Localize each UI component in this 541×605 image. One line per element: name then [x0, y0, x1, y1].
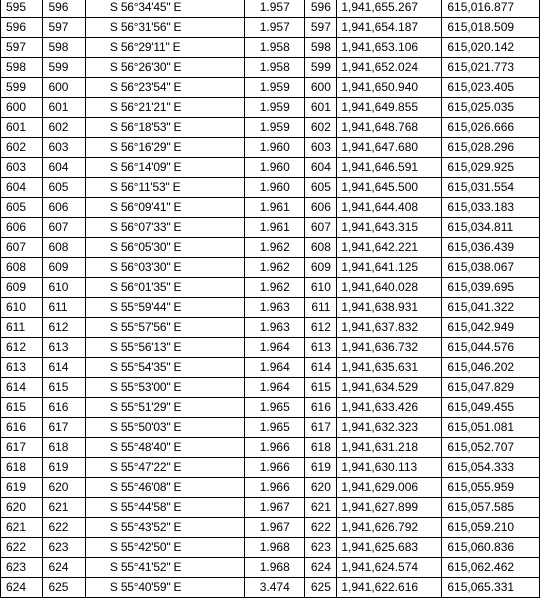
- easting-cell: 615,044.576: [442, 338, 540, 358]
- distance-cell: 1.959: [245, 78, 305, 98]
- distance-cell: 1.965: [245, 418, 305, 438]
- from-station-cell: 597: [1, 38, 43, 58]
- easting-cell: 615,018.509: [442, 18, 540, 38]
- from-station-cell: 604: [1, 178, 43, 198]
- distance-cell: 1.964: [245, 378, 305, 398]
- bearing-cell: S 55°53'00" E: [85, 378, 244, 398]
- easting-cell: 615,054.333: [442, 458, 540, 478]
- distance-cell: 1.958: [245, 38, 305, 58]
- bearing-cell: S 55°42'50" E: [85, 538, 244, 558]
- from-station-cell: 621: [1, 518, 43, 538]
- point-cell: 624: [305, 558, 337, 578]
- bearing-cell: S 56°16'29" E: [85, 138, 244, 158]
- table-row: [1, 538, 540, 558]
- point-cell: 609: [305, 258, 337, 278]
- table-row: [1, 238, 540, 258]
- point-cell: 613: [305, 338, 337, 358]
- to-station-cell: 611: [43, 298, 85, 318]
- to-station-cell: 604: [43, 158, 85, 178]
- northing-cell: 1,941,641.125: [337, 258, 442, 278]
- point-cell: 608: [305, 238, 337, 258]
- table-row: [1, 278, 540, 298]
- table-row: [1, 578, 540, 598]
- distance-cell: 3.474: [245, 578, 305, 598]
- from-station-cell: 603: [1, 158, 43, 178]
- northing-cell: 1,941,649.855: [337, 98, 442, 118]
- bearing-cell: S 56°26'30" E: [85, 58, 244, 78]
- to-station-cell: 605: [43, 178, 85, 198]
- table-row: [1, 218, 540, 238]
- point-cell: 606: [305, 198, 337, 218]
- to-station-cell: 598: [43, 38, 85, 58]
- easting-cell: 615,029.925: [442, 158, 540, 178]
- northing-cell: 1,941,648.768: [337, 118, 442, 138]
- from-station-cell: 614: [1, 378, 43, 398]
- to-station-cell: 612: [43, 318, 85, 338]
- from-station-cell: 598: [1, 58, 43, 78]
- northing-cell: 1,941,638.931: [337, 298, 442, 318]
- to-station-cell: 608: [43, 238, 85, 258]
- bearing-cell: S 55°59'44" E: [85, 298, 244, 318]
- traverse-table-body: [1, 0, 540, 598]
- easting-cell: 615,036.439: [442, 238, 540, 258]
- from-station-cell: 618: [1, 458, 43, 478]
- northing-cell: 1,941,630.113: [337, 458, 442, 478]
- from-station-cell: 608: [1, 258, 43, 278]
- distance-cell: 1.957: [245, 0, 305, 18]
- distance-cell: 1.960: [245, 138, 305, 158]
- northing-cell: 1,941,643.315: [337, 218, 442, 238]
- distance-cell: 1.967: [245, 498, 305, 518]
- easting-cell: 615,033.183: [442, 198, 540, 218]
- point-cell: 617: [305, 418, 337, 438]
- point-cell: 610: [305, 278, 337, 298]
- table-row: [1, 338, 540, 358]
- easting-cell: 615,028.296: [442, 138, 540, 158]
- to-station-cell: 614: [43, 358, 85, 378]
- northing-cell: 1,941,627.899: [337, 498, 442, 518]
- table-row: [1, 558, 540, 578]
- northing-cell: 1,941,625.683: [337, 538, 442, 558]
- point-cell: 603: [305, 138, 337, 158]
- northing-cell: 1,941,645.500: [337, 178, 442, 198]
- northing-cell: 1,941,632.323: [337, 418, 442, 438]
- from-station-cell: 607: [1, 238, 43, 258]
- to-station-cell: 621: [43, 498, 85, 518]
- northing-cell: 1,941,646.591: [337, 158, 442, 178]
- bearing-cell: S 56°29'11" E: [85, 38, 244, 58]
- to-station-cell: 602: [43, 118, 85, 138]
- bearing-cell: S 55°46'08" E: [85, 478, 244, 498]
- easting-cell: 615,016.877: [442, 0, 540, 18]
- bearing-cell: S 56°18'53" E: [85, 118, 244, 138]
- point-cell: 598: [305, 38, 337, 58]
- easting-cell: 615,041.322: [442, 298, 540, 318]
- from-station-cell: 613: [1, 358, 43, 378]
- point-cell: 604: [305, 158, 337, 178]
- to-station-cell: 599: [43, 58, 85, 78]
- bearing-cell: S 56°01'35" E: [85, 278, 244, 298]
- northing-cell: 1,941,654.187: [337, 18, 442, 38]
- from-station-cell: 601: [1, 118, 43, 138]
- point-cell: 619: [305, 458, 337, 478]
- table-row: [1, 478, 540, 498]
- point-cell: 602: [305, 118, 337, 138]
- bearing-cell: S 55°51'29" E: [85, 398, 244, 418]
- table-row: [1, 318, 540, 338]
- table-row: [1, 418, 540, 438]
- to-station-cell: 619: [43, 458, 85, 478]
- distance-cell: 1.966: [245, 478, 305, 498]
- from-station-cell: 612: [1, 338, 43, 358]
- to-station-cell: 624: [43, 558, 85, 578]
- from-station-cell: 600: [1, 98, 43, 118]
- from-station-cell: 615: [1, 398, 43, 418]
- northing-cell: 1,941,644.408: [337, 198, 442, 218]
- bearing-cell: S 55°47'22" E: [85, 458, 244, 478]
- northing-cell: 1,941,640.028: [337, 278, 442, 298]
- easting-cell: 615,057.585: [442, 498, 540, 518]
- distance-cell: 1.959: [245, 118, 305, 138]
- distance-cell: 1.962: [245, 238, 305, 258]
- table-row: [1, 138, 540, 158]
- northing-cell: 1,941,634.529: [337, 378, 442, 398]
- table-row: [1, 0, 540, 18]
- northing-cell: 1,941,653.106: [337, 38, 442, 58]
- table-row: [1, 118, 540, 138]
- from-station-cell: 595: [1, 0, 43, 18]
- easting-cell: 615,026.666: [442, 118, 540, 138]
- to-station-cell: 623: [43, 538, 85, 558]
- distance-cell: 1.960: [245, 178, 305, 198]
- point-cell: 625: [305, 578, 337, 598]
- point-cell: 601: [305, 98, 337, 118]
- easting-cell: 615,034.811: [442, 218, 540, 238]
- northing-cell: 1,941,655.267: [337, 0, 442, 18]
- easting-cell: 615,052.707: [442, 438, 540, 458]
- to-station-cell: 613: [43, 338, 85, 358]
- distance-cell: 1.968: [245, 558, 305, 578]
- to-station-cell: 616: [43, 398, 85, 418]
- table-row: [1, 178, 540, 198]
- northing-cell: 1,941,647.680: [337, 138, 442, 158]
- easting-cell: 615,047.829: [442, 378, 540, 398]
- bearing-cell: S 56°11'53" E: [85, 178, 244, 198]
- distance-cell: 1.962: [245, 258, 305, 278]
- point-cell: 623: [305, 538, 337, 558]
- to-station-cell: 622: [43, 518, 85, 538]
- to-station-cell: 615: [43, 378, 85, 398]
- bearing-cell: S 55°48'40" E: [85, 438, 244, 458]
- northing-cell: 1,941,631.218: [337, 438, 442, 458]
- distance-cell: 1.968: [245, 538, 305, 558]
- northing-cell: 1,941,629.006: [337, 478, 442, 498]
- distance-cell: 1.962: [245, 278, 305, 298]
- easting-cell: 615,023.405: [442, 78, 540, 98]
- table-row: [1, 378, 540, 398]
- table-row: [1, 498, 540, 518]
- distance-cell: 1.966: [245, 438, 305, 458]
- easting-cell: 615,046.202: [442, 358, 540, 378]
- table-row: [1, 38, 540, 58]
- bearing-cell: S 56°05'30" E: [85, 238, 244, 258]
- point-cell: 616: [305, 398, 337, 418]
- table-row: [1, 18, 540, 38]
- from-station-cell: 616: [1, 418, 43, 438]
- bearing-cell: S 56°31'56" E: [85, 18, 244, 38]
- table-row: [1, 298, 540, 318]
- to-station-cell: 597: [43, 18, 85, 38]
- northing-cell: 1,941,633.426: [337, 398, 442, 418]
- bearing-cell: S 55°43'52" E: [85, 518, 244, 538]
- easting-cell: 615,031.554: [442, 178, 540, 198]
- to-station-cell: 625: [43, 578, 85, 598]
- distance-cell: 1.963: [245, 298, 305, 318]
- easting-cell: 615,051.081: [442, 418, 540, 438]
- distance-cell: 1.958: [245, 58, 305, 78]
- point-cell: 600: [305, 78, 337, 98]
- from-station-cell: 609: [1, 278, 43, 298]
- distance-cell: 1.966: [245, 458, 305, 478]
- point-cell: 618: [305, 438, 337, 458]
- easting-cell: 615,049.455: [442, 398, 540, 418]
- from-station-cell: 599: [1, 78, 43, 98]
- easting-cell: 615,060.836: [442, 538, 540, 558]
- table-row: [1, 58, 540, 78]
- to-station-cell: 606: [43, 198, 85, 218]
- distance-cell: 1.967: [245, 518, 305, 538]
- easting-cell: 615,020.142: [442, 38, 540, 58]
- distance-cell: 1.961: [245, 218, 305, 238]
- bearing-cell: S 55°56'13" E: [85, 338, 244, 358]
- to-station-cell: 618: [43, 438, 85, 458]
- table-row: [1, 458, 540, 478]
- point-cell: 614: [305, 358, 337, 378]
- bearing-cell: S 56°23'54" E: [85, 78, 244, 98]
- from-station-cell: 602: [1, 138, 43, 158]
- table-row: [1, 358, 540, 378]
- bearing-cell: S 55°40'59" E: [85, 578, 244, 598]
- bearing-cell: S 55°41'52" E: [85, 558, 244, 578]
- from-station-cell: 611: [1, 318, 43, 338]
- from-station-cell: 596: [1, 18, 43, 38]
- table-row: [1, 438, 540, 458]
- easting-cell: 615,038.067: [442, 258, 540, 278]
- distance-cell: 1.960: [245, 158, 305, 178]
- from-station-cell: 610: [1, 298, 43, 318]
- bearing-cell: S 56°09'41" E: [85, 198, 244, 218]
- distance-cell: 1.961: [245, 198, 305, 218]
- point-cell: 615: [305, 378, 337, 398]
- bearing-cell: S 55°54'35" E: [85, 358, 244, 378]
- distance-cell: 1.965: [245, 398, 305, 418]
- to-station-cell: 596: [43, 0, 85, 18]
- bearing-cell: S 56°03'30" E: [85, 258, 244, 278]
- point-cell: 622: [305, 518, 337, 538]
- to-station-cell: 601: [43, 98, 85, 118]
- easting-cell: 615,039.695: [442, 278, 540, 298]
- point-cell: 620: [305, 478, 337, 498]
- point-cell: 612: [305, 318, 337, 338]
- bearing-cell: S 55°50'03" E: [85, 418, 244, 438]
- from-station-cell: 622: [1, 538, 43, 558]
- from-station-cell: 619: [1, 478, 43, 498]
- from-station-cell: 623: [1, 558, 43, 578]
- bearing-cell: S 56°14'09" E: [85, 158, 244, 178]
- table-row: [1, 258, 540, 278]
- northing-cell: 1,941,635.631: [337, 358, 442, 378]
- bearing-cell: S 56°21'21" E: [85, 98, 244, 118]
- from-station-cell: 617: [1, 438, 43, 458]
- easting-cell: 615,025.035: [442, 98, 540, 118]
- northing-cell: 1,941,652.024: [337, 58, 442, 78]
- distance-cell: 1.964: [245, 338, 305, 358]
- from-station-cell: 620: [1, 498, 43, 518]
- table-row: [1, 198, 540, 218]
- distance-cell: 1.959: [245, 98, 305, 118]
- to-station-cell: 607: [43, 218, 85, 238]
- northing-cell: 1,941,622.616: [337, 578, 442, 598]
- northing-cell: 1,941,650.940: [337, 78, 442, 98]
- bearing-cell: S 56°34'45" E: [85, 0, 244, 18]
- northing-cell: 1,941,626.792: [337, 518, 442, 538]
- point-cell: 607: [305, 218, 337, 238]
- easting-cell: 615,065.331: [442, 578, 540, 598]
- easting-cell: 615,062.462: [442, 558, 540, 578]
- northing-cell: 1,941,642.221: [337, 238, 442, 258]
- northing-cell: 1,941,637.832: [337, 318, 442, 338]
- easting-cell: 615,055.959: [442, 478, 540, 498]
- easting-cell: 615,059.210: [442, 518, 540, 538]
- bearing-cell: S 55°44'58" E: [85, 498, 244, 518]
- table-row: [1, 518, 540, 538]
- northing-cell: 1,941,636.732: [337, 338, 442, 358]
- table-row: [1, 78, 540, 98]
- to-station-cell: 603: [43, 138, 85, 158]
- table-row: [1, 158, 540, 178]
- from-station-cell: 624: [1, 578, 43, 598]
- distance-cell: 1.963: [245, 318, 305, 338]
- point-cell: 599: [305, 58, 337, 78]
- northing-cell: 1,941,624.574: [337, 558, 442, 578]
- bearing-cell: S 56°07'33" E: [85, 218, 244, 238]
- table-row: [1, 398, 540, 418]
- easting-cell: 615,021.773: [442, 58, 540, 78]
- distance-cell: 1.957: [245, 18, 305, 38]
- point-cell: 611: [305, 298, 337, 318]
- point-cell: 621: [305, 498, 337, 518]
- point-cell: 597: [305, 18, 337, 38]
- from-station-cell: 605: [1, 198, 43, 218]
- to-station-cell: 609: [43, 258, 85, 278]
- easting-cell: 615,042.949: [442, 318, 540, 338]
- to-station-cell: 610: [43, 278, 85, 298]
- to-station-cell: 617: [43, 418, 85, 438]
- from-station-cell: 606: [1, 218, 43, 238]
- distance-cell: 1.964: [245, 358, 305, 378]
- table-row: [1, 98, 540, 118]
- point-cell: 605: [305, 178, 337, 198]
- to-station-cell: 600: [43, 78, 85, 98]
- point-cell: 596: [305, 0, 337, 18]
- to-station-cell: 620: [43, 478, 85, 498]
- bearing-cell: S 55°57'56" E: [85, 318, 244, 338]
